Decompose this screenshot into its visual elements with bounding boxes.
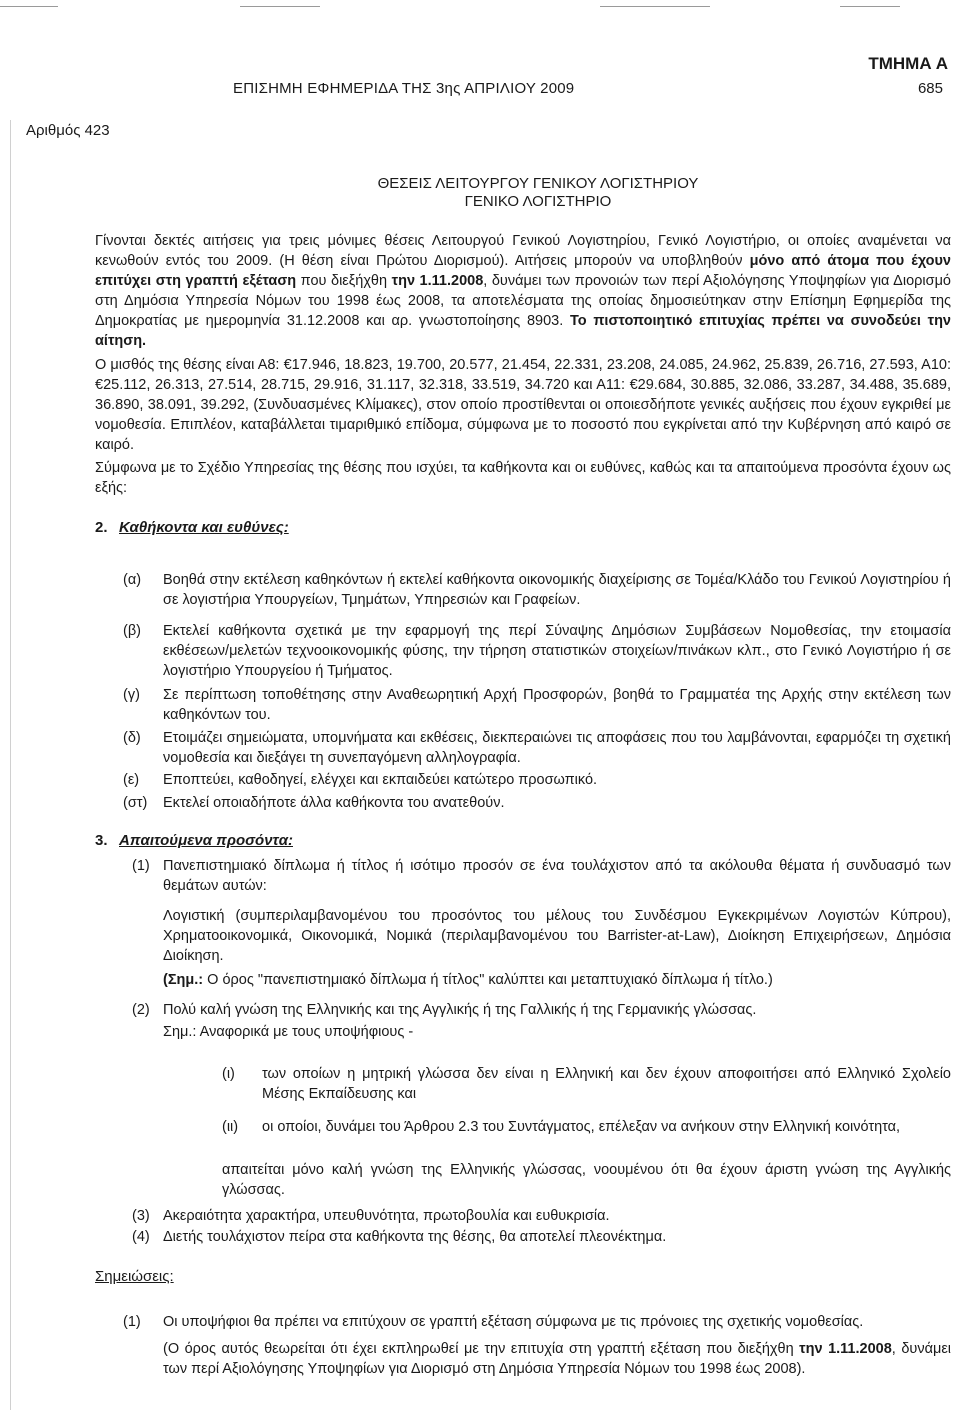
duty-item: Εποπτεύει, καθοδηγεί, ελέγχει και εκπαιδεύει κατώτερο προσωπικό. [163,772,598,788]
duties-heading: Καθήκοντα και ευθύνες: [119,519,289,536]
duty-label: (α) [123,572,142,588]
quals-number: 3. [95,832,108,849]
intro-bold-condition: μόνο από άτομα που έχουν επιτύχει στη γραπτή εξέταση [95,253,952,289]
salary-paragraph: Ο μισθός της θέσης είναι Α8: €17.946, 18.823, 19.700, 20.577, 21.454, 22.331, 23.208, 24.085, 24.962, 25.839, 26.716, 27.593, Α10: €25.112, 26.313, 27.514, 28.715, 29.916, 31.117, 32.318, 33.519, 34.720 και Α11: €29.684, 30.885, 32.086, 33.287, 34.488, 35.689, 36.890, 38.091, 39.292, (Συνδυασμένες Κλίμακες), στον οποίο προστίθενται οι οποιεσδήποτε γενικές αυξήσεις που έχουν εγκριθεί με νομοθεσία. Επιπλέον, καταβάλλεται τιμαριθμικό επίδομα, σύμφωνα με το ποσοστό που εγκρίνεται από την Κυβέρνηση από καιρό σε καιρό. [95,357,951,453]
qual-languages: Πολύ καλή γνώση της Ελληνικής και της Αγγλικής ή της Γαλλικής ή της Γερμανικής γλώσσας. [163,1002,757,1018]
duty-item: Βοηθά στην εκτέλεση καθηκόντων ή εκτελεί καθήκοντα οικονομικής διαχείρισης σε Τομέα/Κλάδο του Γενικού Λογιστηρίου ή σε λογιστήρια Υπουργείων, Τμημάτων, Υπηρεσιών και Γραφείων. [163,572,951,608]
qual-character: Ακεραιότητα χαρακτήρα, υπευθυνότητα, πρωτοβουλία και ευθυκρισία. [163,1208,610,1224]
sub-label: (ιι) [222,1119,239,1135]
qual-languages-note: Σημ.: Αναφορικά με τους υποψήφιους - [163,1024,414,1040]
sub-item: οι οποίοι, δυνάμει του Άρθρου 2.3 του Συντάγματος, επέλεξαν να ανήκουν στην Ελληνική κοινότητα, [262,1119,901,1135]
note-label: (Σημ.: [163,972,204,988]
note-item: Οι υποψήφιοι θα πρέπει να επιτύχουν σε γραπτή εξέταση σύμφωνα με τις πρόνοιες της σχετικής νομοθεσίας. [163,1314,864,1330]
duty-label: (ε) [123,772,140,788]
qual-label: (3) [132,1208,150,1224]
duty-label: (στ) [123,795,148,811]
duty-item: Ετοιμάζει σημειώματα, υπομνήματα και εκθέσεις, διεκπεραιώνει τις αποφάσεις που του λαμβάνονται, εφαρμόζει τη σχετική νομοθεσία και διεξάγει τη συνεπαγόμενη αλληλογραφία. [163,730,951,766]
duty-label: (β) [123,623,141,639]
duty-label: (δ) [123,730,141,746]
duty-label: (γ) [123,687,140,703]
duty-item: Σε περίπτωση τοποθέτησης στην Αναθεωρητική Αρχή Προσφορών, βοηθά το Γραμματέα της Αρχής στην εκτέλεση των καθηκόντων του. [163,687,951,723]
qual-label: (2) [132,1002,150,1018]
top-scan-line [0,6,960,7]
note-exam-date: την 1.11.2008 [799,1341,892,1357]
duty-item: Εκτελεί καθήκοντα σχετικά με την εφαρμογή της περί Σύναψης Δημόσιων Συμβάσεων Νομοθεσίας, την ετοιμασία εκθέσεων/μελετών τεχνοοικονομικής φύσης, την τήρηση στατιστικών στοιχείων/πινάκων κλπ., στο Γενικό Λογιστήριο ή σε λογιστήριο Υπουργείου ή Τμήματος. [163,623,951,679]
note-text: , δυνάμει των περί Αξιολόγησης Υποψηφίων για Διορισμό στη Δημόσια Υπηρεσία Νόμων του 1998 έως 2008). [163,1341,951,1377]
qual-degree: Πανεπιστημιακό δίπλωμα ή τίτλος ή ισότιμο προσόν σε ένα τουλάχιστον από τα ακόλουθα θέματα ή συνδυασμό των θεμάτων αυτών: [163,858,951,894]
page-number: 685 [917,80,943,97]
intro-paragraph [95,231,951,351]
intro-exam-date: την 1.11.2008 [391,273,484,289]
intro-text: που διεξήχθη [296,273,392,289]
note-text: (Ο όρος αυτός θεωρείται ότι έχει εκπληρωθεί με την επιτυχία στη γραπτή εξέταση που διεξήχθη [163,1341,800,1357]
duties-number: 2. [95,519,108,536]
intro-text: Γίνονται δεκτές αιτήσεις για τρεις μόνιμες θέσεις Λειτουργού Γενικού Λογιστηρίου, Γενικό Λογιστήριο, οι οποίες αναμένεται να κενωθούν εντός του 2009. (Η θέση είναι Πρώτου Διορισμού). Αιτήσεις μπορούν να υποβληθούν [95,233,951,269]
qual-degree-note [163,970,951,990]
qual-label: (4) [132,1229,150,1245]
note-label: (1) [123,1314,141,1330]
notice-subtitle: ΓΕΝΙΚΟ ΛΟΓΙΣΤΗΡΙΟ [464,193,612,210]
intro-certificate-note: Το πιστοποιητικό επιτυχίας πρέπει να συνοδεύει την αίτηση. [95,313,951,349]
note-text: Ο όρος "πανεπιστημιακό δίπλωμα ή τίτλος" καλύπτει και μεταπτυχιακό δίπλωμα ή τίτλο.) [203,972,773,988]
qual-label: (1) [132,858,150,874]
note-sub-paragraph [163,1339,951,1379]
section-label: ΤΜΗΜΑ Α [868,54,948,73]
qual-experience: Διετής τουλάχιστον πείρα στα καθήκοντα της θέσης, θα αποτελεί πλεονέκτημα. [163,1229,667,1245]
margin-rule [10,120,11,1410]
sub-label: (ι) [222,1066,235,1082]
gazette-header: ΕΠΙΣΗΜΗ ΕΦΗΜΕΡΙΔΑ ΤΗΣ 3ης ΑΠΡΙΛΙΟΥ 2009 [233,80,575,97]
notice-title: ΘΕΣΕΙΣ ΛΕΙΤΟΥΡΓΟΥ ΓΕΝΙΚΟΥ ΛΟΓΙΣΤΗΡΙΟΥ [377,175,699,192]
scheme-paragraph: Σύμφωνα με το Σχέδιο Υπηρεσίας της θέσης που ισχύει, τα καθήκοντα και οι ευθύνες, καθώς και τα απαιτούμενα προσόντα έχουν ως εξής: [95,460,951,496]
notice-number: Αριθμός 423 [26,122,110,139]
quals-heading: Απαιτούμενα προσόντα: [119,832,293,849]
qual-languages-tail: απαιτείται μόνο καλή γνώση της Ελληνικής γλώσσας, νοουμένου ότι θα έχουν άριστη γνώση της Αγγλικής γλώσσας. [222,1162,951,1198]
intro-text: , δυνάμει των προνοιών των περί Αξιολόγησης Υποψηφίων για Διορισμό στη Δημόσια Υπηρεσία Νόμων του 1998 έως 2008, τα αποτελέσματα της οποίας δημοσιεύτηκαν στην Επίσημη Εφημερίδα της Δημοκρατίας με ημερομηνία 31.12.2008 και αρ. γνωστοποίησης 8903. [95,273,951,329]
notes-heading: Σημειώσεις: [95,1268,174,1285]
sub-item: των οποίων η μητρική γλώσσα δεν είναι η Ελληνική και δεν έχουν αποφοιτήσει από Ελληνικό Σχολείο Μέσης Εκπαίδευσης και [262,1066,951,1102]
duty-item: Εκτελεί οποιαδήποτε άλλα καθήκοντα του ανατεθούν. [163,795,505,811]
qual-degree-fields: Λογιστική (συμπεριλαμβανομένου του προσόντος του μέλους του Συνδέσμου Εγκεκριμένων Λογιστών Κύπρου), Χρηματοοικονομικά, Οικονομικά, Νομικά (περιλαμβανομένου του Barrister-at-Law), Διοίκηση Επιχειρήσεων, Δημόσια Διοίκηση. [163,908,951,964]
